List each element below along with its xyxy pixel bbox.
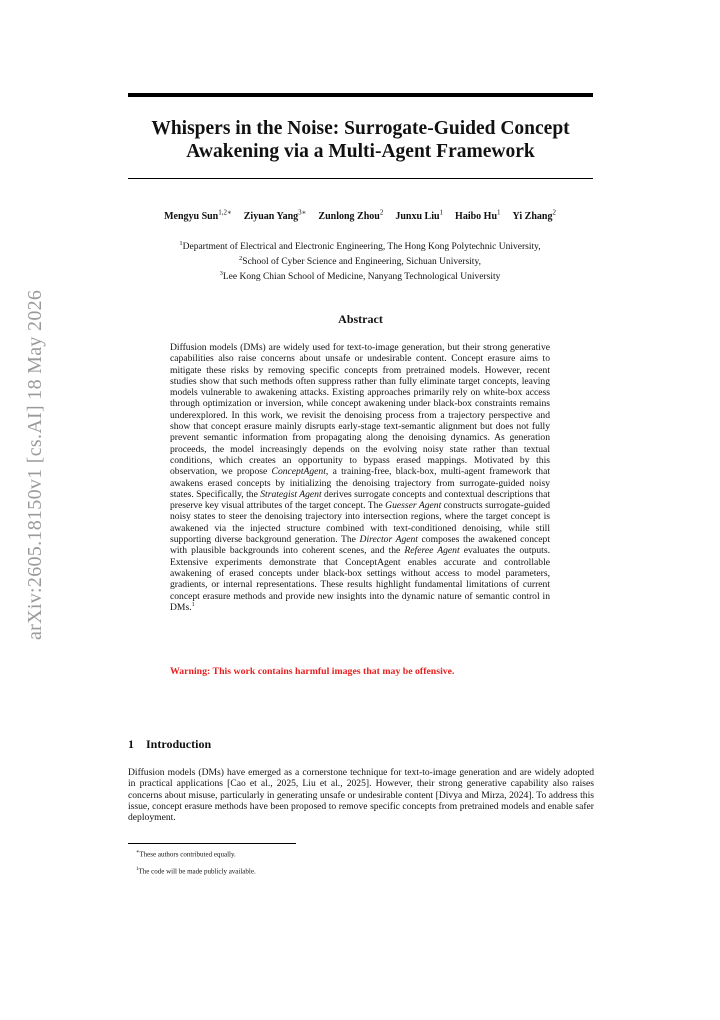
abstract-body: [170, 342, 550, 613]
affiliation-line: [110, 268, 610, 283]
affiliation-marker: 1: [179, 240, 183, 247]
arxiv-identifier: arXiv:2605.18150v1 [cs.AI] 18 May 2026: [24, 289, 46, 640]
abstract-text: constructs surrogate-guided noisy states to steer the denoising trajectory into intersection regions, where the target concept is awakened via the injected structure combined with text-conditioned denoising, while still supporting diverse background generation. The: [170, 500, 550, 546]
paper-title: [128, 117, 593, 163]
author-name-text: Zunlong Zhou: [318, 211, 380, 223]
author-name: [455, 211, 500, 222]
abstract-text: Diffusion models (DMs) are widely used for text-to-image generation, but their strong generative capabilities also raise concerns about unsafe or undesirable content. Concept erasure aims to mitigate these risks by removing specific concepts from pretrained models. However, recent studies show that such methods often suppress rather than fully eliminate target concepts, leaving models vulnerable to awakening attacks. Existing approaches primarily rely on white-box access through optimization or inversion, while concept awakening under black-box constraints remains underexplored. In this work, we revisit the denoising process from a trajectory perspective and show that concept erasure mainly disrupts early-stage text-semantic alignment but does not fully prevent semantic information from propagating along the denoising dynamics. As generation proceeds, the model increasingly depends on the evolving noisy state rather than textual conditions, which creates an opportunity to bypass erased mappings. Motivated by this observation, we propose: [170, 342, 550, 478]
abstract-heading: Abstract: [338, 312, 383, 326]
affiliation-line: [110, 238, 610, 253]
section-heading: [128, 737, 211, 752]
abstract-emphasis: Guesser Agent: [385, 500, 442, 512]
section-title: Introduction: [146, 737, 212, 751]
arxiv-sidebar: [24, 289, 54, 1020]
affiliation-text: School of Cyber Science and Engineering, Sichuan University,: [242, 257, 481, 268]
author-affiliation-marker: 1: [497, 209, 501, 217]
author-name-text: Yi Zhang: [512, 211, 553, 223]
title-line-1: Whispers in the Noise: Surrogate-Guided Concept: [151, 118, 570, 139]
affiliation-marker: 3: [219, 270, 223, 278]
title-line-2: Awakening via a Multi-Agent Framework: [186, 141, 535, 162]
abstract-text: composes the awakened concept with plausible backgrounds into coherent scenes, and the: [170, 534, 550, 557]
affiliation-text: Lee Kong Chian School of Medicine, Nanyang Technological University: [222, 272, 501, 283]
author-name-text: Haibo Hu: [455, 211, 498, 223]
affiliation-text: Department of Electrical and Electronic Engineering, The Hong Kong Polytechnic University,: [182, 242, 541, 253]
author-name: [395, 211, 443, 222]
author-name: [318, 211, 383, 222]
abstract-emphasis: Strategist Agent: [260, 488, 322, 500]
author-name-text: Junxu Liu: [395, 211, 440, 223]
footnote-text: The code will be made publicly available.: [138, 867, 256, 876]
author-name: [164, 211, 232, 222]
author-list: [110, 209, 610, 222]
author-affiliation-marker: 2: [552, 209, 556, 217]
author-affiliation-marker: 3∗: [298, 209, 307, 217]
footnote-rule: [128, 843, 296, 844]
author-name: [244, 211, 307, 222]
introduction-body: Diffusion models (DMs) have emerged as a cornerstone technique for text-to-image generation and are widely adopted in practical applications [Cao et al., 2025, Liu et al., 2025]. However, their strong generative capability also raises concerns about misuse, particularly in generating unsafe or undesirable content [Divya and Mirza, 2024]. To address this issue, concept erasure methods have been proposed to remove specific concepts from pretrained models and enable safer deployment.: [128, 767, 594, 824]
footnote-marker: 1: [136, 867, 139, 872]
abstract-text: evaluates the outputs. Extensive experiments demonstrate that ConceptAgent enables accurate and controllable awakening of erased concepts under black-box settings without access to model parameters, gradients, or internal representations. These results highlight fundamental limitations of current concept erasure methods and provide new insights into the dynamic nature of semantic control in DMs.: [170, 545, 550, 613]
title-bottom-rule: [128, 178, 593, 179]
abstract-text: , a training-free, black-box, multi-agent framework that awakens erased concepts by initializing the denoising trajectory from surrogate-guided noisy states. Specifically, the: [170, 466, 550, 500]
author-name: [513, 211, 556, 222]
footnote-equal-contribution: [136, 848, 236, 859]
abstract-text: derives surrogate concepts and contextual descriptions that preserve key visual attributes of the target concept. The: [170, 488, 550, 512]
affiliation-marker: 2: [239, 255, 243, 263]
affiliation-line: [110, 253, 610, 268]
content-warning: Warning: This work contains harmful images that may be offensive.: [170, 666, 455, 677]
author-name-text: Mengyu Sun: [164, 211, 219, 223]
author-affiliation-marker: 1: [439, 209, 444, 217]
abstract-emphasis: Referee Agent: [404, 545, 460, 557]
title-top-rule: [128, 93, 593, 97]
author-affiliation-marker: 1,2∗: [218, 209, 232, 217]
affiliations: [110, 238, 610, 283]
abstract-emphasis: ConceptAgent: [271, 466, 326, 478]
abstract-footnote-marker: 1: [191, 601, 195, 608]
author-affiliation-marker: 2: [379, 209, 384, 217]
abstract-emphasis: Director Agent: [359, 534, 418, 546]
section-number: 1: [128, 737, 134, 751]
footnote-code-availability: [136, 865, 256, 876]
footnote-text: These authors contributed equally.: [139, 850, 236, 859]
author-name-text: Ziyuan Yang: [243, 211, 299, 223]
footnote-marker: ∗: [136, 850, 140, 855]
